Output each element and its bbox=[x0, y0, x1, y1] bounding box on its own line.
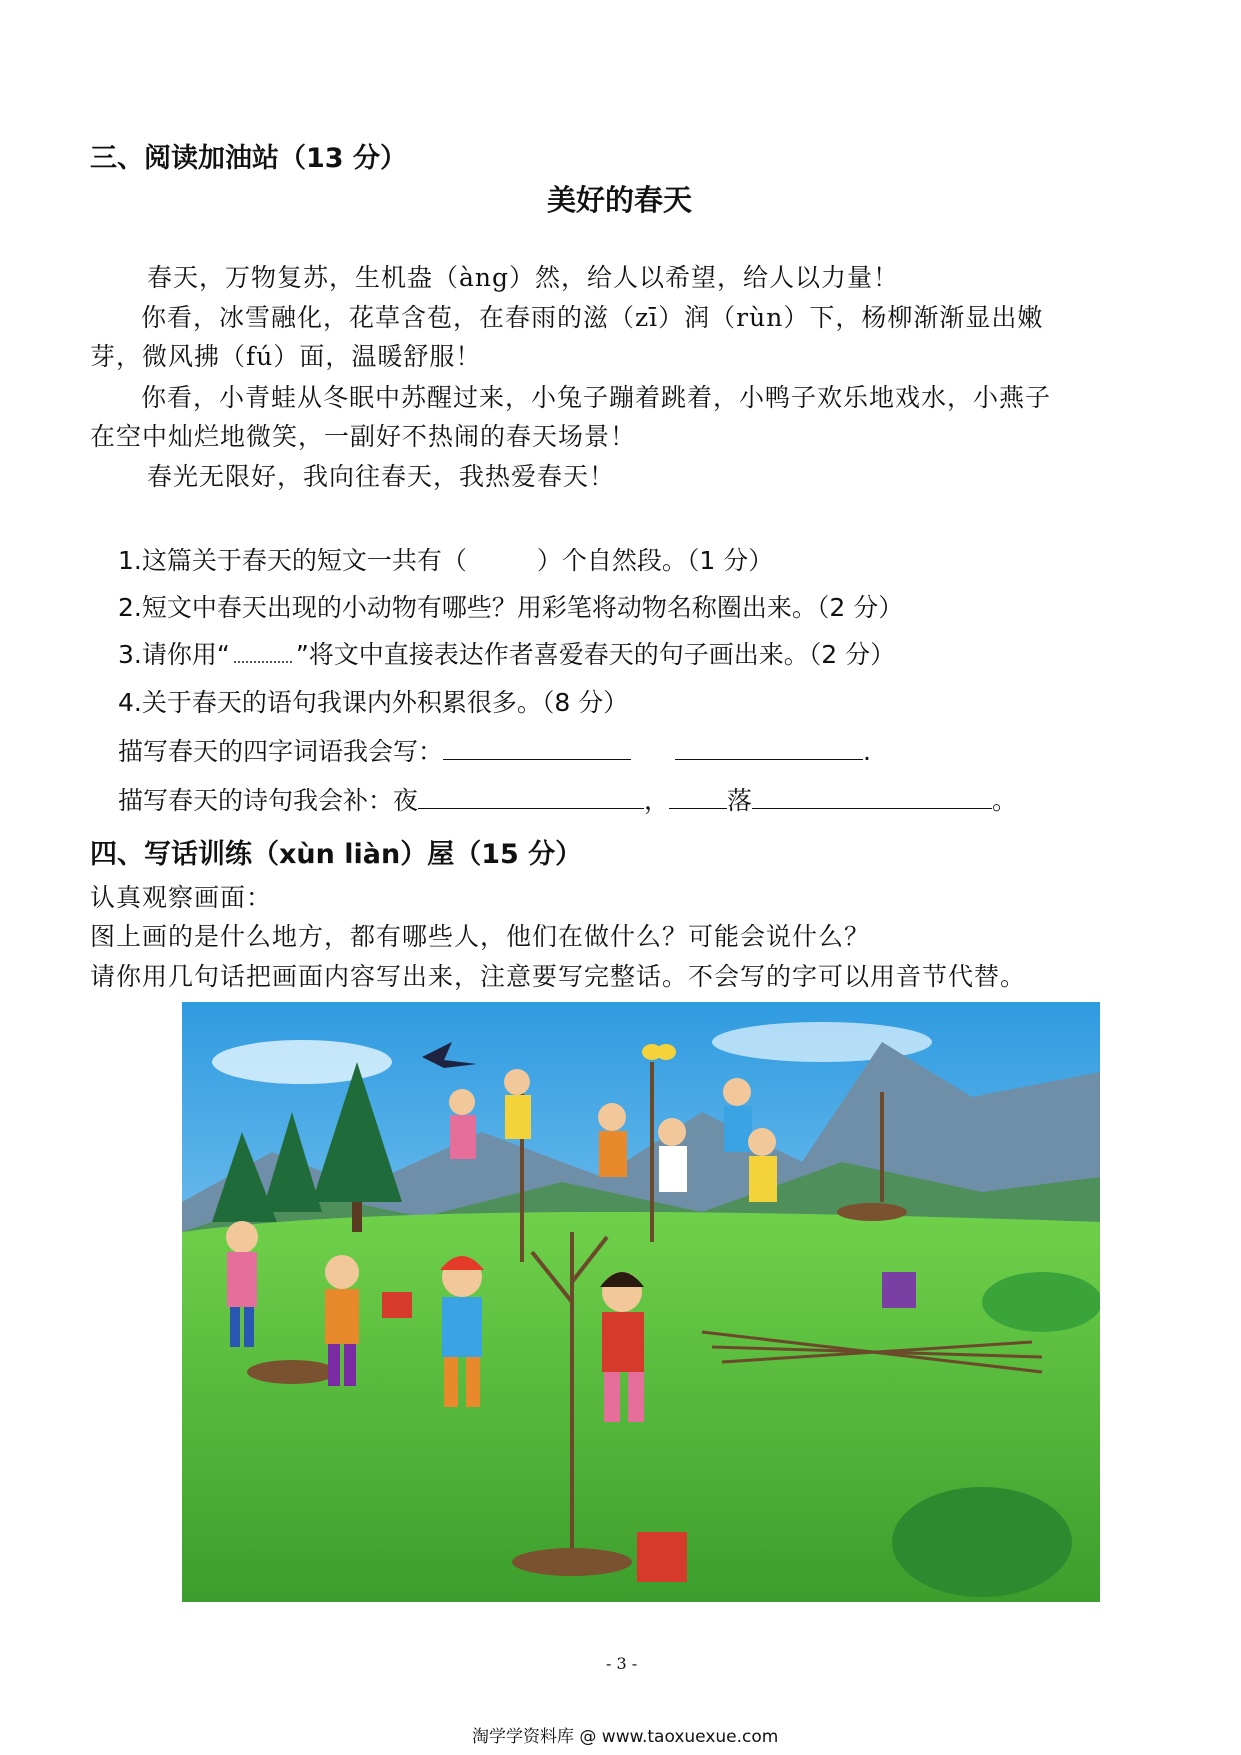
writing-instruction-1: 认真观察画面： bbox=[90, 883, 273, 912]
section4-heading: 四、写话训练（xùn liàn）屋（15 分） bbox=[90, 839, 583, 870]
question-4: 4.关于春天的语句我课内外积累很多。（8 分） bbox=[118, 688, 629, 717]
question-1-text-a: 1.这篇关于春天的短文一共有（ bbox=[118, 546, 467, 575]
question-4-line-2 bbox=[118, 781, 1017, 817]
q4-line2-comma: ， bbox=[644, 786, 670, 815]
question-4-line-1 bbox=[118, 732, 871, 768]
writing-instruction-3: 请你用几句话把画面内容写出来，注意要写完整话。不会写的字可以用音节代替。 bbox=[90, 962, 1027, 991]
passage-paragraph-1: 春天，万物复苏，生机盎（àng）然，给人以希望，给人以力量！ bbox=[147, 263, 900, 292]
question-1-text-b: ）个自然段。（1 分） bbox=[536, 546, 774, 575]
four-char-word-blank-2[interactable] bbox=[675, 735, 863, 760]
spring-tree-planting-illustration bbox=[182, 1002, 1100, 1602]
passage-paragraph-3-cont: 在空中灿烂地微笑，一副好不热闹的春天场景！ bbox=[90, 422, 637, 451]
question-3 bbox=[118, 635, 895, 671]
passage-title: 美好的春天 bbox=[547, 183, 693, 217]
question-1 bbox=[118, 541, 773, 577]
poem-blank-2[interactable] bbox=[669, 784, 727, 809]
poem-blank-3[interactable] bbox=[752, 784, 992, 809]
question-3-text-a: 3.请你用“ bbox=[118, 640, 230, 669]
footer-watermark: 淘学学资料库 @ www.taoxuexue.com bbox=[472, 1727, 779, 1747]
q4-line1-end: . bbox=[863, 737, 871, 766]
wavy-line-mark bbox=[234, 655, 292, 663]
question-3-text-b: ”将文中直接表达作者喜爱春天的句子画出来。（2 分） bbox=[295, 640, 896, 669]
question-2: 2.短文中春天出现的小动物有哪些？用彩笔将动物名称圈出来。（2 分） bbox=[118, 593, 904, 622]
passage-paragraph-3: 你看，小青蛙从冬眠中苏醒过来，小兔子蹦着跳着，小鸭子欢乐地戏水，小燕子 bbox=[141, 383, 1052, 412]
q4-line2-end: 。 bbox=[992, 786, 1018, 815]
passage-paragraph-2-cont: 芽，微风拂（fú）面，温暖舒服！ bbox=[90, 342, 482, 371]
section3-heading: 三、阅读加油站（13 分） bbox=[90, 143, 407, 174]
q4-line1-label: 描写春天的四字词语我会写： bbox=[118, 737, 444, 766]
poem-blank-1[interactable] bbox=[418, 784, 644, 809]
four-char-word-blank-1[interactable] bbox=[443, 735, 631, 760]
q4-line2-mid: 落 bbox=[727, 786, 753, 815]
page-number: - 3 - bbox=[606, 1654, 638, 1673]
passage-paragraph-2: 你看，冰雪融化，花草含苞，在春雨的滋（zī）润（rùn）下，杨柳渐渐显出嫩 bbox=[141, 303, 1044, 332]
q4-line2-label: 描写春天的诗句我会补：夜 bbox=[118, 786, 419, 815]
writing-instruction-2: 图上画的是什么地方，都有哪些人，他们在做什么？可能会说什么？ bbox=[90, 922, 871, 951]
passage-paragraph-4: 春光无限好，我向往春天，我热爱春天！ bbox=[147, 462, 616, 491]
